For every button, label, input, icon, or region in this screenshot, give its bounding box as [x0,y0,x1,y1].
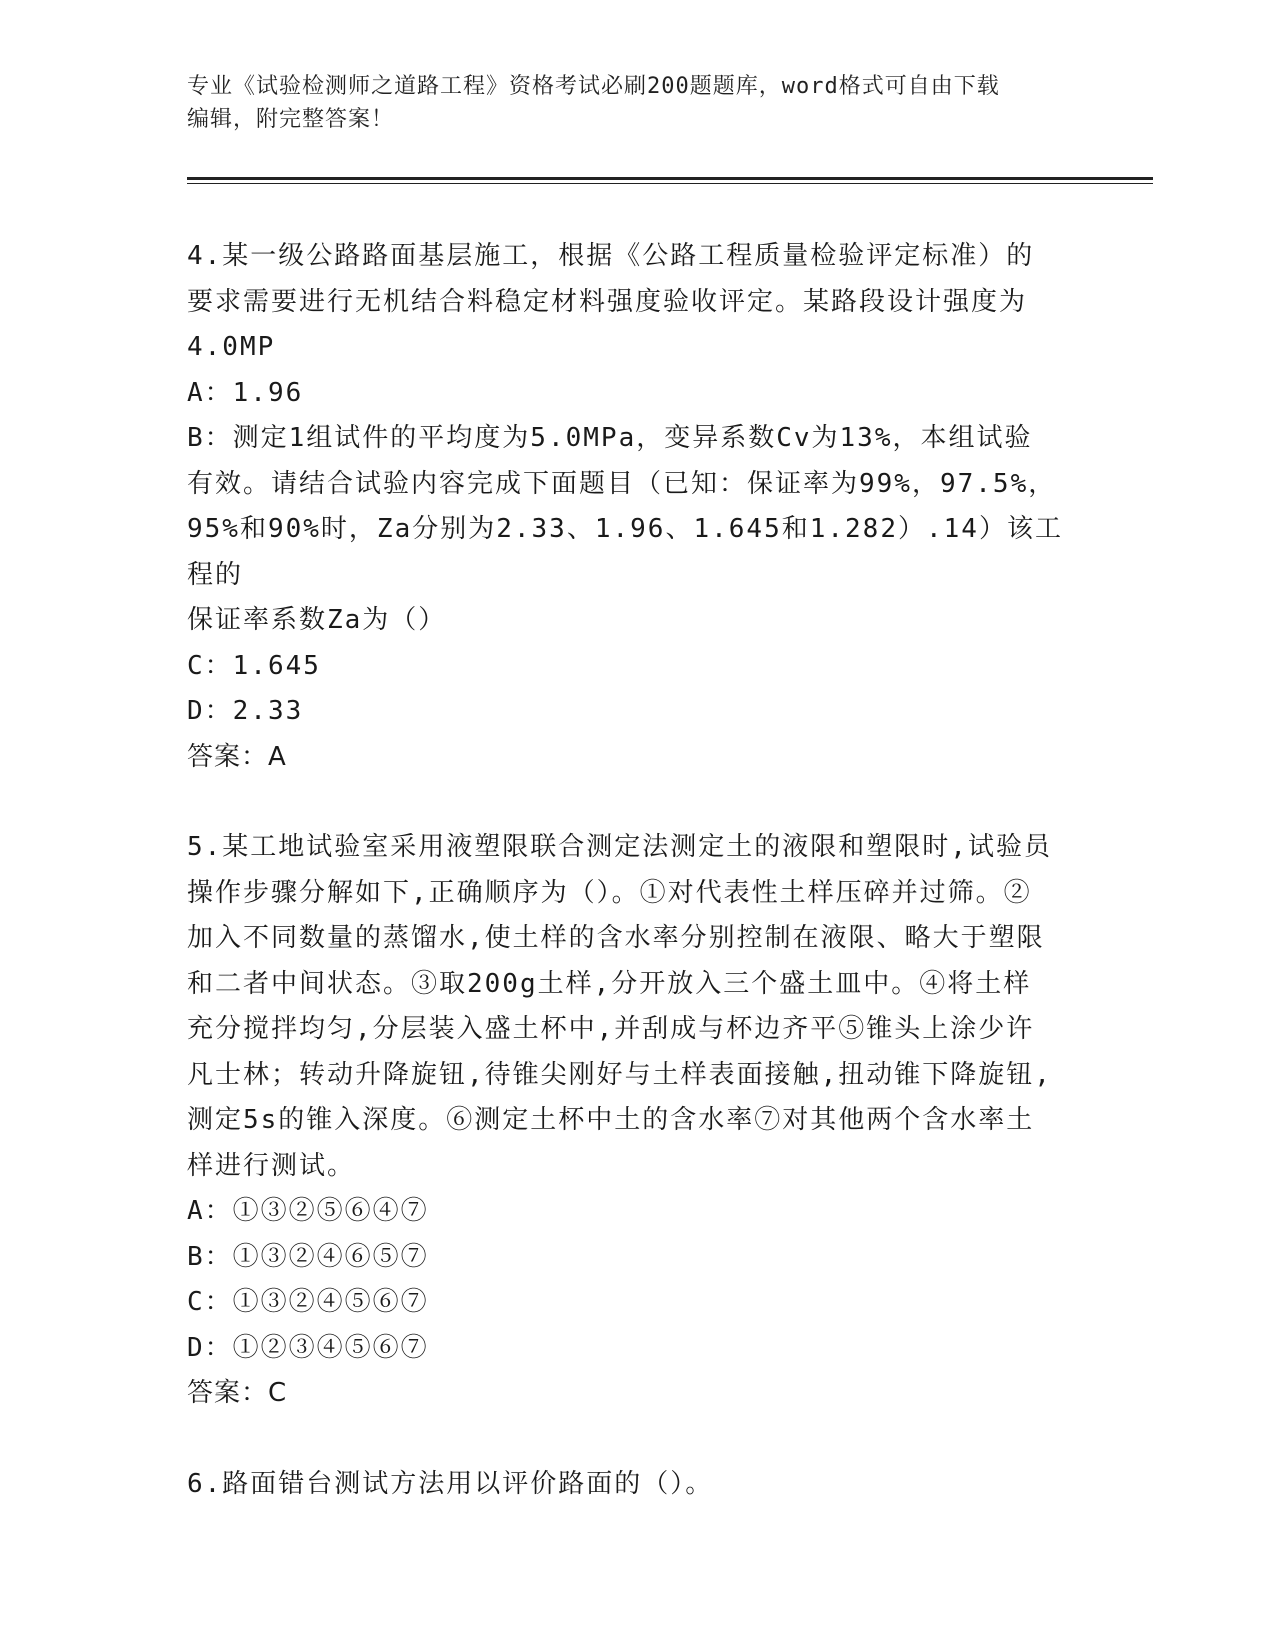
question-6-text-line: 6.路面错台测试方法用以评价路面的（）。 [187,1468,714,1499]
question-5-text-line: 凡士林；转动升降旋钮,待锥尖刚好与土样表面接触,扭动锥下降旋钮, [187,1059,1052,1090]
question-spacer [187,1417,1087,1462]
question-4-text-line: 4.某一级公路路面基层施工，根据《公路工程质量检验评定标准）的 [187,241,1035,271]
question-4-option-b-line: 有效。请结合试验内容完成下面题目（已知：保证率为99%，97.5%， [187,468,1057,499]
question-spacer [187,780,1087,825]
question-5-text-line: 加入不同数量的蒸馏水,使土样的含水率分别控制在液限、略大于塑限 [187,923,1045,953]
question-list [187,234,1087,1507]
question-5 [187,825,1087,1417]
question-4-answer: 答案：A [187,741,287,772]
header-divider-thin [187,183,1153,184]
document-header [187,70,1067,136]
question-4-option-d: D：2.33 [187,696,304,726]
header-title-line-1: 专业《试验检测师之道路工程》资格考试必刷200题题库，word格式可自由下载 [187,74,1000,99]
question-5-text-line: 操作步骤分解如下,正确顺序为（）。①对代表性土样压碎并过筛。② [187,877,1032,908]
question-5-option-c: C：①③②④⑤⑥⑦ [187,1287,429,1317]
question-5-option-d: D：①②③④⑤⑥⑦ [187,1332,429,1363]
question-4-text-line: 要求需要进行无机结合料稳定材料强度验收评定。某路段设计强度为 [187,286,1028,317]
question-4-text-line: 4.0MP [187,332,276,362]
question-6 [187,1462,1087,1508]
header-title-line-2: 编辑，附完整答案！ [187,107,395,132]
question-4-option-a: A：1.96 [187,377,304,408]
question-4-option-b-line: 95%和90%时，Za分别为2.33、1.96、1.645和1.282）.14）该工程的 [187,514,1063,590]
question-5-text-line: 5.某工地试验室采用液塑限联合测定法测定土的液限和塑限时,试验员 [187,832,1052,862]
question-5-text-line: 充分搅拌均匀,分层装入盛土杯中,并刮成与杯边齐平⑤锥头上涂少许 [187,1014,1035,1044]
question-5-option-b: B：①③②④⑥⑤⑦ [187,1241,429,1272]
question-5-text-line: 测定5s的锥入深度。⑥测定土杯中土的含水率⑦对其他两个含水率土 [187,1105,1035,1135]
question-4-option-b-line: 保证率系数Za为（） [187,605,447,635]
question-4-option-c: C：1.645 [187,650,321,681]
question-4-option-b-line: B：测定1组试件的平均度为5.0MPa，变异系数Cv为13%，本组试验 [187,423,1033,453]
question-4 [187,234,1087,780]
question-5-text-line: 和二者中间状态。③取200g土样,分开放入三个盛土皿中。④将土样 [187,968,1032,999]
question-5-text-line: 样进行测试。 [187,1150,356,1181]
header-divider-thick [187,177,1153,180]
question-5-option-a: A：①③②⑤⑥④⑦ [187,1196,429,1226]
question-5-answer: 答案：C [187,1378,288,1408]
